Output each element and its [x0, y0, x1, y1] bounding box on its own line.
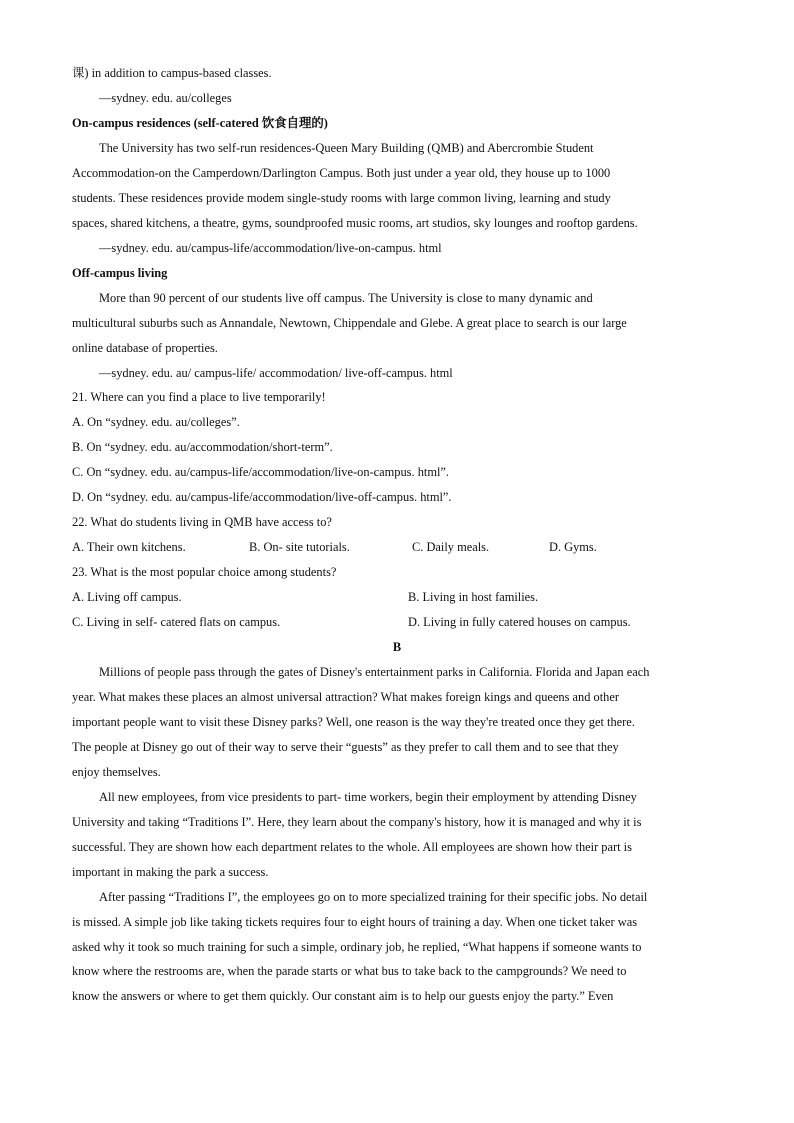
offcampus-line: More than 90 percent of our students live off campus. The University is close to many dynamic and [99, 291, 593, 305]
q21-option-b: B. On “sydney. edu. au/accommodation/short-term”. [72, 440, 333, 454]
oncampus-line: The University has two self-run residences-Queen Mary Building (QMB) and Abercrombie Student [99, 141, 594, 155]
question-23: 23. What is the most popular choice among students? [72, 565, 337, 579]
passage-b-p3-line: know the answers or where to get them quickly. Our constant aim is to help our guests enjoy the party.” Even [72, 989, 614, 1003]
oncampus-line: students. These residences provide modem single-study rooms with large common living, learning and study [72, 191, 611, 205]
source-colleges: —sydney. edu. au/colleges [99, 91, 232, 105]
offcampus-line: multicultural suburbs such as Annandale, Newtown, Chippendale and Glebe. A great place to search is our large [72, 316, 627, 330]
oncampus-line: spaces, shared kitchens, a theatre, gyms, soundproofed music rooms, art studios, sky lounges and rooftop gardens. [72, 216, 638, 230]
question-21: 21. Where can you find a place to live temporarily! [72, 390, 326, 404]
question-22: 22. What do students living in QMB have access to? [72, 515, 332, 529]
intro-tail: 课) in addition to campus-based classes. [72, 66, 272, 80]
offcampus-line: online database of properties. [72, 341, 218, 355]
source-off-campus: —sydney. edu. au/ campus-life/ accommodation/ live-off-campus. html [99, 366, 453, 380]
passage-b-p3-line: asked why it took so much training for such a simple, ordinary job, he replied, “What happens if someone wants to [72, 940, 642, 954]
q23-option-a: A. Living off campus. [72, 590, 182, 604]
q23-option-c: C. Living in self- catered flats on campus. [72, 615, 281, 629]
passage-b-p1-line: enjoy themselves. [72, 765, 161, 779]
heading-on-campus: On-campus residences (self-catered 饮食自理的) [72, 116, 328, 130]
q22-option-c: C. Daily meals. [412, 540, 490, 554]
q22-option-d: D. Gyms. [549, 540, 597, 554]
passage-b-p2-line: All new employees, from vice presidents to part- time workers, begin their employment by attending Disney [99, 790, 637, 804]
q21-option-a: A. On “sydney. edu. au/colleges”. [72, 415, 240, 429]
passage-b-p3-line: After passing “Traditions I”, the employees go on to more specialized training for their specific jobs. No detail [99, 890, 648, 904]
q23-option-b: B. Living in host families. [408, 590, 539, 604]
heading-off-campus: Off-campus living [72, 266, 168, 280]
passage-b-p1-line: important people want to visit these Disney parks? Well, one reason is the way they're treated once they get there. [72, 715, 635, 729]
source-on-campus: —sydney. edu. au/campus-life/accommodation/live-on-campus. html [99, 241, 442, 255]
passage-b-p1-line: The people at Disney go out of their way to serve their “guests” as they prefer to call them and to see that they [72, 740, 619, 754]
passage-b-p2-line: successful. They are shown how each department relates to the whole. All employees are shown how their part is [72, 840, 632, 854]
q23-option-d: D. Living in fully catered houses on campus. [408, 615, 631, 629]
passage-b-p2-line: University and taking “Traditions I”. Here, they learn about the company's history, how it is managed and why it is [72, 815, 642, 829]
q21-option-c: C. On “sydney. edu. au/campus-life/accommodation/live-on-campus. html”. [72, 465, 450, 479]
q21-option-d: D. On “sydney. edu. au/campus-life/accommodation/live-off-campus. html”. [72, 490, 452, 504]
passage-b-p1-line: year. What makes these places an almost universal attraction? What makes foreign kings and queens and other [72, 690, 619, 704]
passage-b-label: B [392, 640, 402, 654]
oncampus-line: Accommodation-on the Camperdown/Darlington Campus. Both just under a year old, they house up to 1000 [72, 166, 611, 180]
passage-b-p3-line: know where the restrooms are, when the parade starts or what bus to take back to the campgrounds? We need to [72, 964, 627, 978]
q22-option-a: A. Their own kitchens. [72, 540, 186, 554]
q22-option-b: B. On- site tutorials. [249, 540, 350, 554]
passage-b-p3-line: is missed. A simple job like taking tickets requires four to eight hours of training a day. When one ticket taker was [72, 915, 638, 929]
passage-b-p2-line: important in making the park a success. [72, 865, 269, 879]
passage-b-p1-line: Millions of people pass through the gates of Disney's entertainment parks in California. Florida and Japan each [99, 665, 650, 679]
